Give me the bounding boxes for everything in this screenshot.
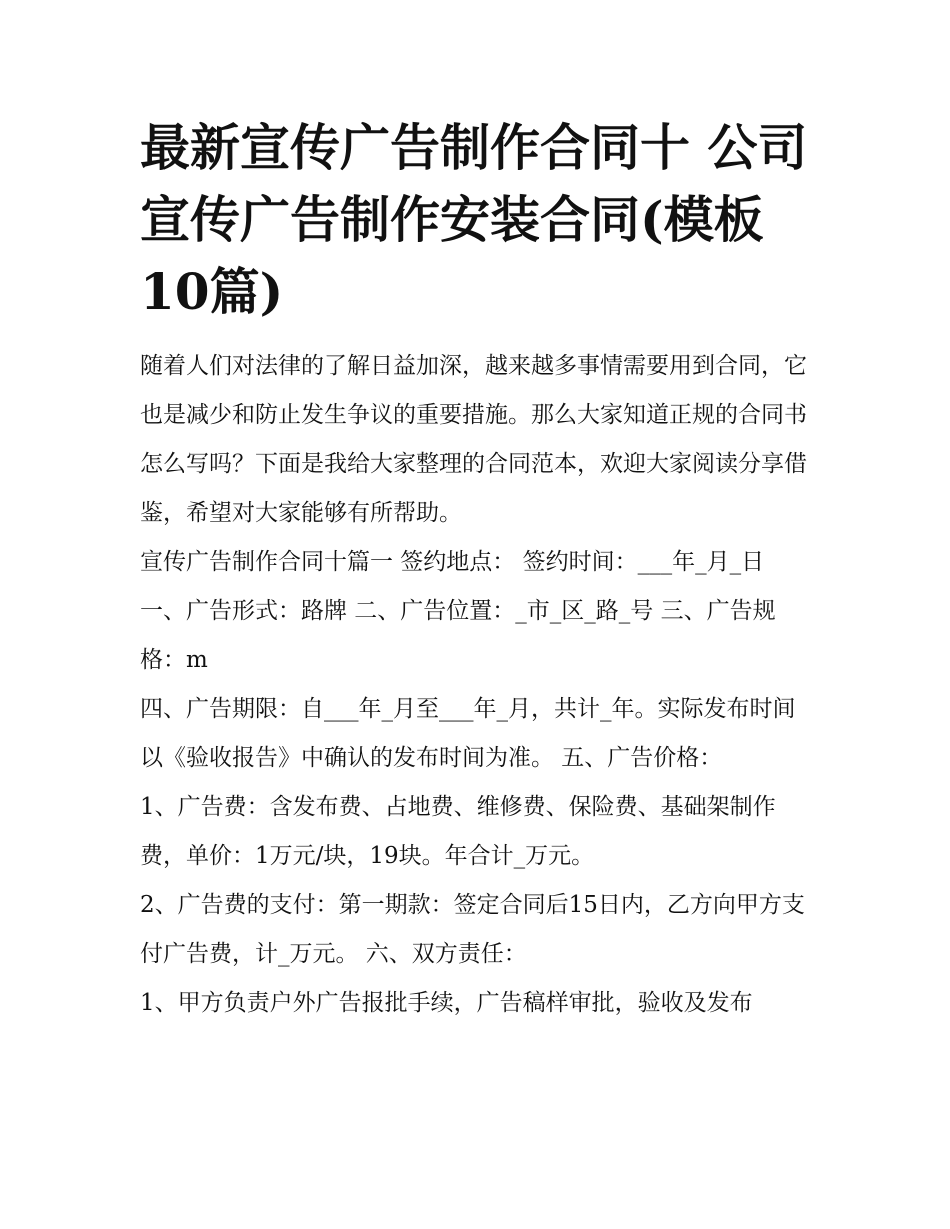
contract-clause-fee: 1、广告费：含发布费、占地费、维修费、保险费、基础架制作费，单价：1万元/块，19块。年合计_万元。 [140, 794, 776, 869]
contract-clause-party-a: 1、甲方负责户外广告报批手续，广告稿样审批，验收及发布 [140, 990, 753, 1016]
contract-section-1: 宣传广告制作合同十篇一 签约地点： 签约时间：___年_月_日 一、广告形式：路牌 二、广告位置：_市_区_路_号 三、广告规格：m [140, 549, 776, 673]
document-page [140, 112, 812, 1028]
contract-clause-payment: 2、广告费的支付：第一期款：签定合同后15日内，乙方向甲方支付广告费，计_万元。 六、双方责任： [140, 892, 805, 967]
document-title: 最新宣传广告制作合同十 公司宣传广告制作安装合同(模板10篇) [140, 118, 808, 321]
intro-paragraph: 随着人们对法律的了解日益加深，越来越多事情需要用到合同，它也是减少和防止发生争议的重要措施。那么大家知道正规的合同书怎么写吗？下面是我给大家整理的合同范本，欢迎大家阅读分享借鉴，希望对大家能够有所帮助。 [140, 353, 807, 526]
contract-section-4: 四、广告期限：自___年_月至___年_月，共计_年。实际发布时间以《验收报告》中确认的发布时间为准。 五、广告价格： [140, 696, 796, 771]
